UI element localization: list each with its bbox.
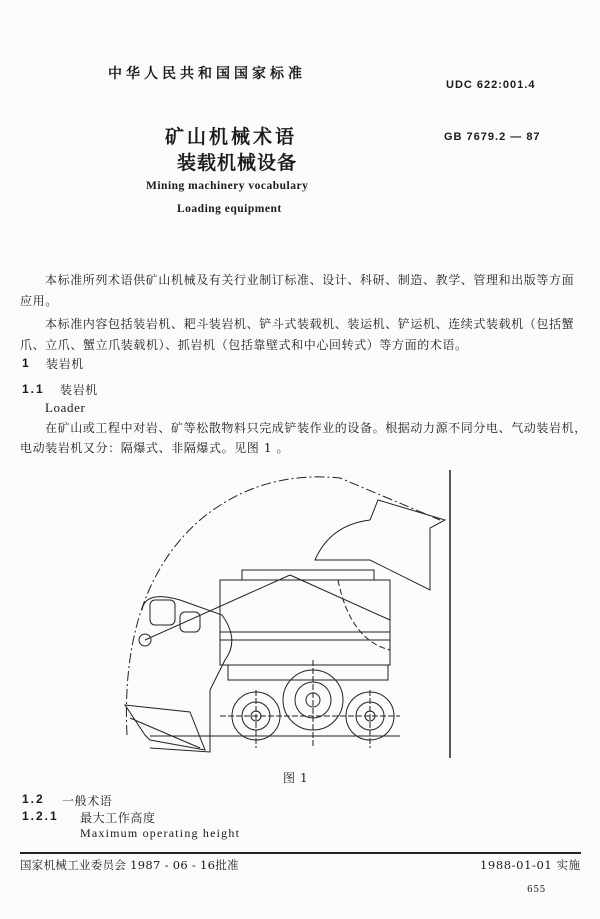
page-number: 655 <box>527 885 546 895</box>
body-top <box>242 570 374 580</box>
section-1-1-title: 装岩机 <box>60 383 98 397</box>
effective-date: 1988-01-01 实施 <box>480 858 581 872</box>
section-1-2-1-title: 最大工作高度 <box>80 811 156 825</box>
intro-p1-line1: 本标准所列术语供矿山机械及有关行业制订标准、设计、科研、制造、教学、管理和出版等方面 <box>45 273 575 287</box>
section-1-1-def-line2: 电动装岩机又分：隔爆式、非隔爆式。见图 1 。 <box>20 441 290 455</box>
machine-body <box>220 580 390 665</box>
intro-p2-line2: 爪、立爪、蟹立爪装载机）、抓岩机（包括靠壁式和中心回转式）等方面的术语。 <box>20 338 468 352</box>
boom-window <box>150 600 175 625</box>
section-1-1-def-line1: 在矿山或工程中对岩、矿等松散物料只完成铲装作业的设备。根据动力源不同分电、气动装岩机， <box>45 421 587 435</box>
lower-bucket <box>125 705 205 750</box>
section-1-2-1-english: Maximum operating height <box>80 826 241 840</box>
title-cn-line2: 装载机械设备 <box>177 152 298 174</box>
section-1-2-1-number: 1.2.1 <box>22 809 59 823</box>
title-cn-line1: 矿山机械术语 <box>165 126 298 148</box>
section-1-2-number: 1.2 <box>22 792 45 806</box>
footer-divider <box>20 852 581 854</box>
section-1-1-number: 1.1 <box>22 382 45 396</box>
title-en-line1: Mining machinery vocabulary <box>146 180 309 192</box>
section-1-1-english: Loader <box>45 400 86 415</box>
title-en-line2: Loading equipment <box>177 203 282 215</box>
intro-p2-line1: 本标准内容包括装岩机、耙斗装岩机、铲斗式装载机、装运机、铲运机、连续式装载机（包括蟹 <box>45 317 575 331</box>
figure-caption: 图 1 <box>283 771 309 785</box>
section-1-title: 装岩机 <box>46 357 84 371</box>
approval-date: 国家机械工业委员会 1987 - 06 - 16批准 <box>20 858 239 872</box>
national-standard-heading: 中华人民共和国国家标准 <box>108 66 306 82</box>
section-1-2-title: 一般术语 <box>62 794 113 808</box>
lifted-bucket <box>315 500 445 590</box>
intro-p1-line2: 应用。 <box>20 294 58 308</box>
udc-code: UDC 622:001.4 <box>446 79 536 91</box>
section-1-number: 1 <box>22 356 31 370</box>
boom-window <box>180 612 200 632</box>
gb-code: GB 7679.2 — 87 <box>444 131 541 143</box>
